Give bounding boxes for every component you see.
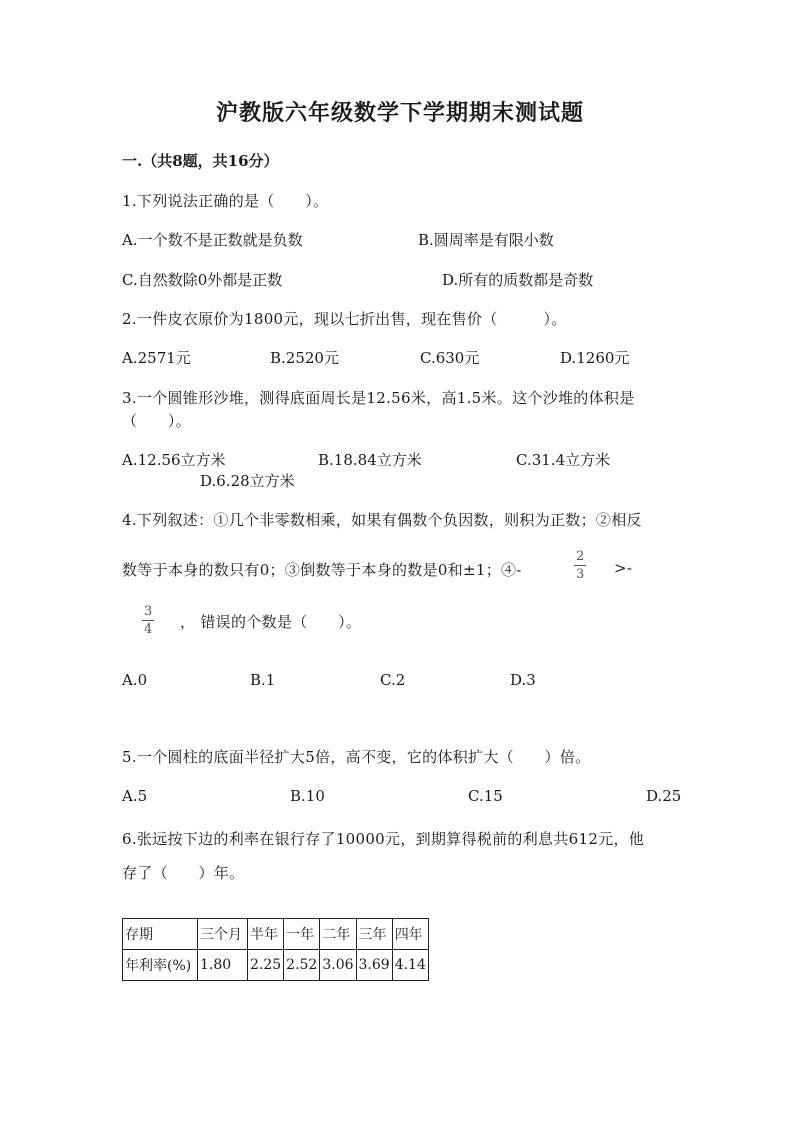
- table-header-cell: 存期: [123, 919, 198, 950]
- question-2-option-a: A.2571元: [122, 349, 191, 367]
- question-2-stem: 2.一件皮衣原价为1800元，现以七折出售，现在售价（ ）。: [122, 310, 567, 328]
- question-5-option-c: C.15: [468, 787, 503, 805]
- question-4-stem-line-3: ， 错误的个数是（ ）。: [180, 613, 362, 631]
- question-3-option-c: C.31.4立方米: [516, 451, 611, 469]
- table-header-cell: 三年: [356, 919, 392, 950]
- table-cell: 2.52: [284, 950, 320, 981]
- question-3-option-d: D.6.28立方米: [200, 472, 295, 490]
- table-header-cell: 半年: [248, 919, 284, 950]
- question-2-option-b: B.2520元: [270, 349, 339, 367]
- fraction-two-thirds: [574, 549, 586, 582]
- question-4-option-c: C.2: [380, 671, 406, 689]
- question-1-option-c: C.自然数除0外都是正数: [122, 271, 283, 289]
- table-cell: 3.06: [320, 950, 356, 981]
- question-5-option-b: B.10: [290, 787, 325, 805]
- table-header-row: [123, 919, 429, 950]
- fraction-three-quarters: [142, 604, 154, 637]
- question-1-option-b: B.圆周率是有限小数: [418, 231, 554, 249]
- question-3-stem-line-1: 3.一个圆锥形沙堆，测得底面周长是12.56米，高1.5米。这个沙堆的体积是: [122, 389, 635, 407]
- table-header-cell: 二年: [320, 919, 356, 950]
- fraction-denominator: 4: [144, 622, 153, 637]
- question-6-stem-line-2: 存了（ ）年。: [122, 864, 245, 882]
- question-4-option-b: B.1: [250, 671, 276, 689]
- question-6-stem-line-1: 6.张远按下边的利率在银行存了10000元，到期算得税前的利息共612元，他: [122, 830, 645, 848]
- question-5-option-d: D.25: [646, 787, 682, 805]
- question-3-option-a: A.12.56立方米: [122, 451, 226, 469]
- interest-rate-table: [122, 918, 429, 981]
- table-row: [123, 950, 429, 981]
- table-cell: 3.69: [356, 950, 392, 981]
- question-1-stem: 1.下列说法正确的是（ ）。: [122, 192, 329, 210]
- question-5-option-a: A.5: [122, 787, 148, 805]
- question-2-option-d: D.1260元: [560, 349, 630, 367]
- table-header-cell: 四年: [392, 919, 428, 950]
- question-4-option-d: D.3: [510, 671, 536, 689]
- greater-than-minus: >-: [614, 559, 633, 577]
- table-cell: 年利率(%): [123, 950, 198, 981]
- question-4-stem-line-1: 4.下列叙述：①几个非零数相乘，如果有偶数个负因数，则积为正数；②相反: [122, 511, 642, 529]
- table-header-cell: 一年: [284, 919, 320, 950]
- table-header-cell: 三个月: [198, 919, 248, 950]
- fraction-numerator: 3: [144, 604, 153, 619]
- question-3-option-b: B.18.84立方米: [318, 451, 422, 469]
- question-2-option-c: C.630元: [420, 349, 480, 367]
- table-cell: 2.25: [248, 950, 284, 981]
- fraction-bar: [142, 620, 154, 621]
- table-cell: 1.80: [198, 950, 248, 981]
- fraction-denominator: 3: [576, 567, 585, 582]
- question-1-option-a: A.一个数不是正数就是负数: [122, 231, 303, 249]
- question-3-stem-line-2: （ ）。: [122, 412, 192, 430]
- question-4-stem-line-2: 数等于本身的数只有0；③倒数等于本身的数是0和±1；④-: [122, 561, 522, 579]
- question-1-option-d: D.所有的质数都是奇数: [442, 271, 594, 289]
- question-4-option-a: A.0: [122, 671, 148, 689]
- question-5-stem: 5.一个圆柱的底面半径扩大5倍，高不变，它的体积扩大（ ）倍。: [122, 748, 591, 766]
- section-heading: 一.（共8题，共16分）: [122, 152, 279, 170]
- fraction-numerator: 2: [576, 549, 585, 564]
- table-cell: 4.14: [392, 950, 428, 981]
- fraction-bar: [574, 565, 586, 566]
- page-title: 沪教版六年级数学下学期期末测试题: [215, 100, 584, 126]
